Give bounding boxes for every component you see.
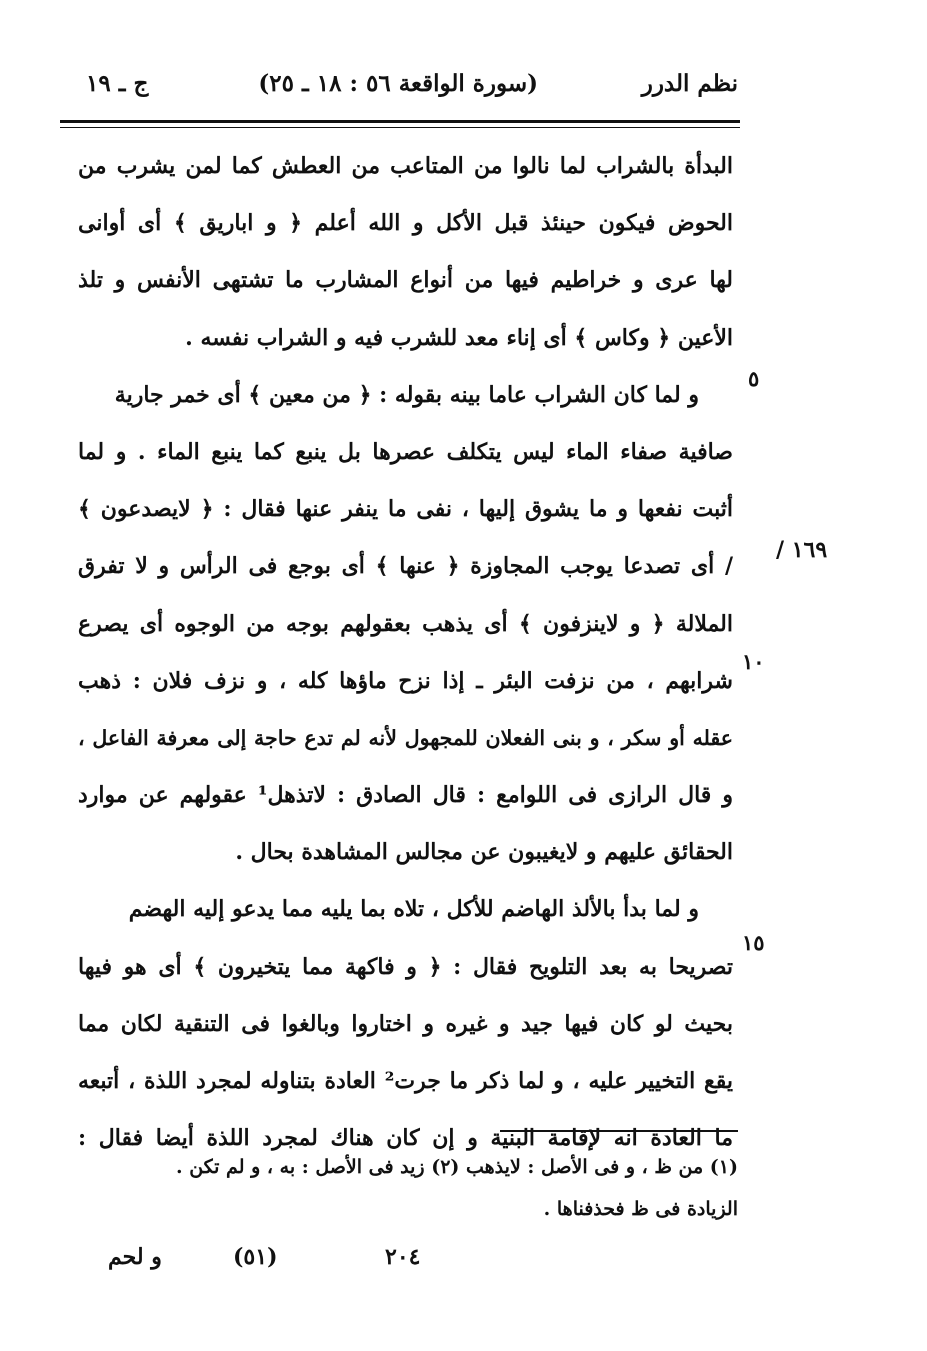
text-line: أثبت نفعها و ما يشوق إليها ، نفى ما ينفر عنها فقال : ﴿ لايصدعون ﴾ — [78, 496, 733, 523]
text-line: عقله أو سكر ، و بنى الفعلان للمجهول لأنه لم تدع حاجة إلى معرفة الفاعل ، — [78, 725, 733, 750]
surah-reference: (سورة الواقعة ٥٦ : ١٨ ـ ٢٥) — [258, 70, 538, 97]
text-line: البدأة بالشراب لما نالوا من المتاعب من العطش كما لمن يشرب من — [78, 153, 733, 179]
header-rule-thick — [60, 120, 740, 123]
text-line: الحقائق عليهم و لايغيبون عن مجالس المشاهدة بحال . — [235, 839, 733, 866]
text-line: لها عرى و خراطيم فيها من أنواع المشارب ما تشتهى الأنفس و تلذ — [78, 267, 733, 294]
text-line: الأعين ﴿ وكاس ﴾ أى إناء معد للشرب فيه و الشراب نفسه . — [185, 324, 733, 351]
volume-number: ج ـ ١٩ — [86, 70, 149, 97]
text-line: و لما كان الشراب عاما بينه بقوله : ﴿ من معين ﴾ أى خمر جارية — [114, 381, 699, 408]
text-line: الحوض فيكون حينئذ قبل الأكل و الله أعلم ﴿ و اباريق ﴾ أى أوانى — [78, 210, 733, 237]
footnote-line: الزيادة فى ظ فحذفناها . — [543, 1198, 738, 1220]
catchword: و لحم — [108, 1244, 162, 1270]
text-line: الملالة ﴿ و لاينزفون ﴾ أى يذهب بعقولهم بوجه من الوجوه أى يصرع — [78, 610, 733, 637]
footnote-rule — [500, 1130, 738, 1132]
manuscript-folio-ref: ١٦٩ / — [776, 537, 828, 563]
text-line: بحيث لو كان فيها جيد و غيره و اختاروا وبالغوا فى التنقية لكان مما — [78, 1010, 733, 1037]
text-line: تصريحا به بعد التلويح فقال : ﴿ و فاكهة مما يتخيرون ﴾ أى هو فيها — [78, 953, 733, 980]
signature-mark: (٥١) — [233, 1244, 278, 1270]
text-line: و لما بدأ بالألذ الهاضم للأكل ، تلاه بما يليه مما يدعو إليه الهضم — [128, 896, 699, 923]
line-number-15: ١٥ — [742, 930, 765, 955]
text-line: / أى تصدعا يوجب المجاوزة ﴿ عنها ﴾ أى بوجع فى الرأس و لا تفرق — [78, 553, 733, 580]
running-header — [78, 62, 738, 112]
text-line: و قال الرازى فى اللوامع : قال الصادق : لاتذهل¹ عقولهم عن موارد — [78, 782, 733, 809]
text-line: ما العادة انه لإقامة البنية و إن كان هناك لمجرد اللذة أيضا فقال : — [78, 1125, 733, 1152]
main-text — [78, 138, 733, 1167]
line-number-5: ٥ — [748, 366, 760, 391]
footnote-line: (١) من ظ ، و فى الأصل : لايذهب (٢) زيد فى الأصل : به ، و لم تكن . — [175, 1156, 738, 1178]
text-line: يقع التخيير عليه ، و لما ذكر ما جرت² العادة بتناوله لمجرد اللذة ، أتبعه — [78, 1068, 733, 1094]
line-number-10: ١٠ — [742, 649, 765, 674]
text-line: شرابهم ، من نزفت البئر ـ إذا نزح ماؤها كله ، و نزف فلان : ذهب — [78, 667, 733, 694]
text-line: صافية صفاء الماء ليس يتكلف عصرها بل ينبع كما ينبع الماء . و لما — [78, 438, 733, 465]
book-title: نظم الدرر — [641, 70, 738, 97]
page-footer — [78, 1238, 738, 1278]
page-number: ٢٠٤ — [385, 1244, 421, 1270]
header-rule-thin — [60, 127, 740, 128]
footnotes — [78, 1146, 738, 1230]
